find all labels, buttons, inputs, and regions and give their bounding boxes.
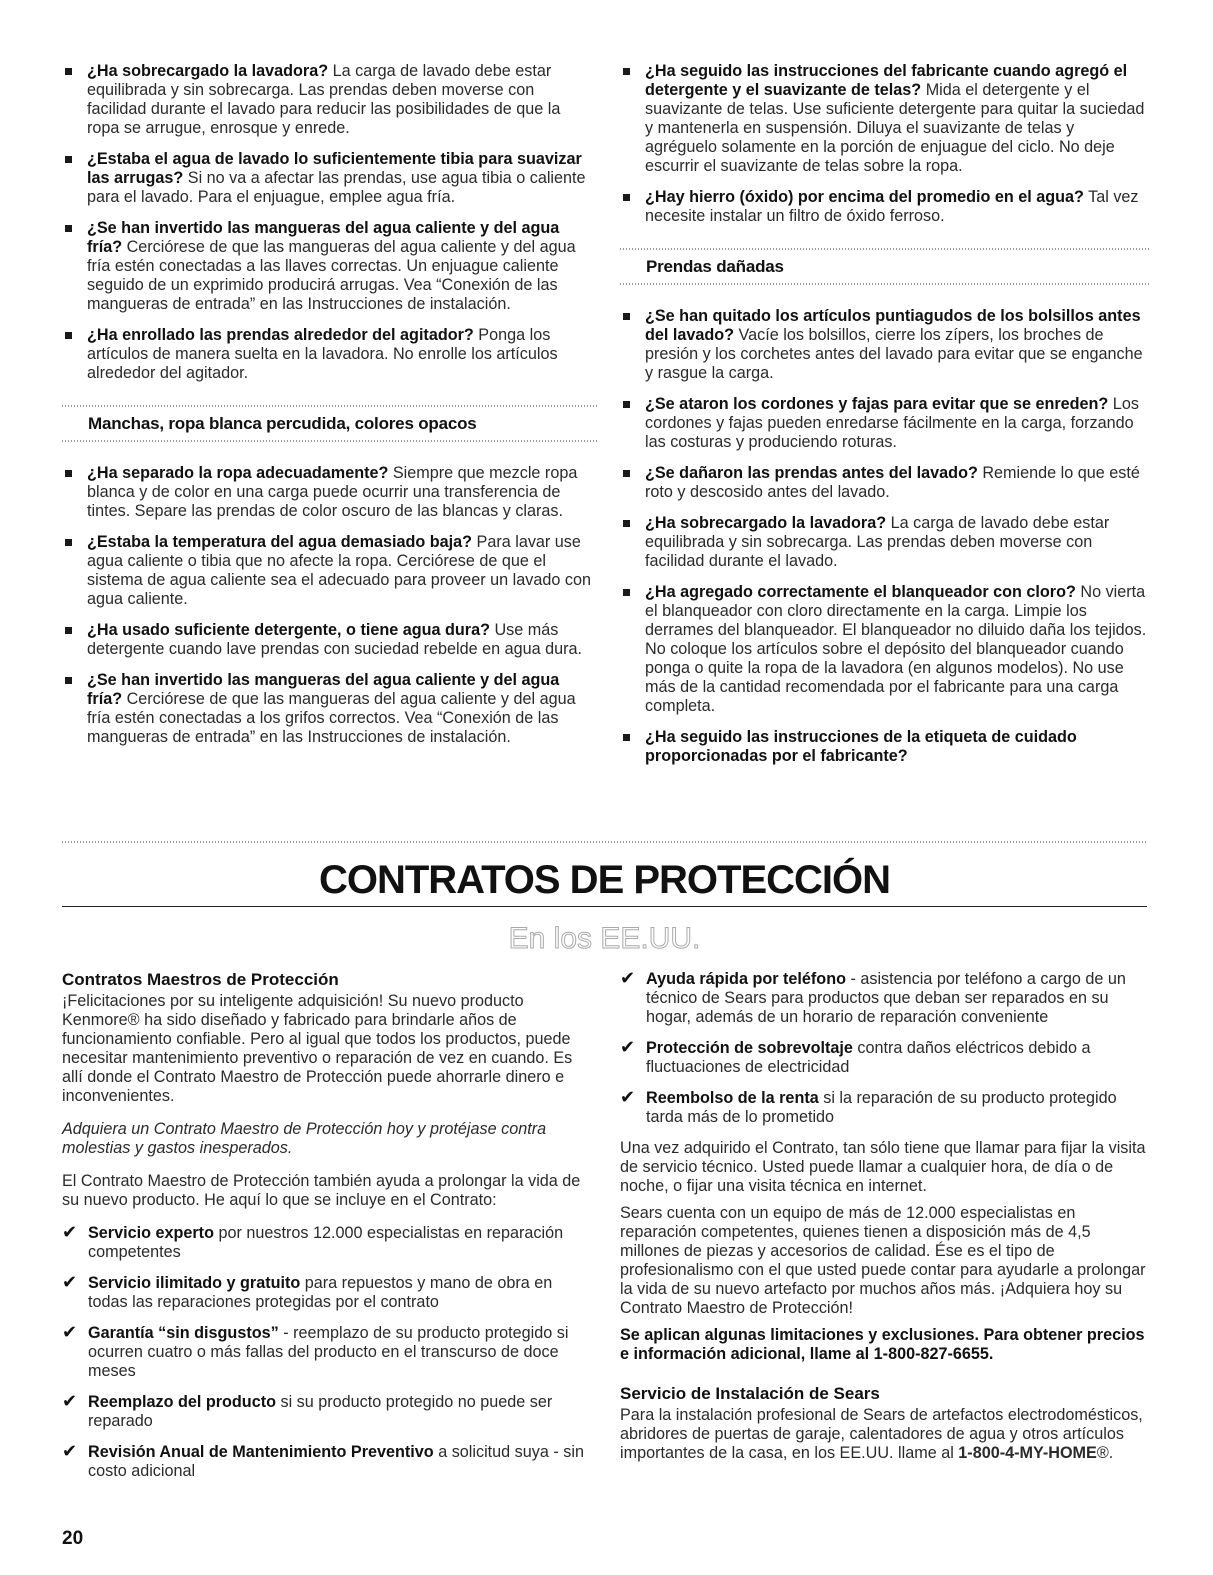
square-bullet-icon [65,156,72,163]
bullet-item: ¿Ha seguido las instrucciones del fabricante cuando agregó el detergente y el suavizante de telas? Mida el detergente y el suavizante de telas. Use suficiente detergente para quitar la suciedad y mantenerla en suspensión. Diluya el suavizante de telas y agréguelo solamente en la porción de enjuague del ciclo. No deje escurrir el suavizante de telas sobre la ropa. [620,62,1150,176]
region-label: En los EE.UU. [508,922,701,955]
bullet-item: ¿Se han invertido las mangueras del agua caliente y del agua fría? Cerciórese de que las mangueras del agua caliente y del agua fría estén conectadas a los grifos correctos. Vea “Conexión de las mangueras de entrada” en las Instrucciones de instalación. [62,671,597,747]
contracts-left-column [62,970,592,1493]
includes-paragraph: El Contrato Maestro de Protección también ayuda a prolongar la vida de su nuevo producto. He aquí lo que se incluye en el Contrato: [62,1172,581,1209]
troubleshooting-left-column [62,62,597,759]
bullet-item: ¿Se dañaron las prendas antes del lavado? Remiende lo que esté roto y descosido antes del lavado. [620,464,1150,502]
installation-heading: Servicio de Instalación de Sears [620,1384,880,1403]
square-bullet-icon [623,470,630,477]
title-rule [62,906,1147,907]
bullet-item: ¿Ha seguido las instrucciones de la etiqueta de cuidado proporcionadas por el fabricante? [620,728,1150,766]
check-mark-icon: ✔ [62,1441,78,1461]
square-bullet-icon [65,68,72,75]
check-mark-icon: ✔ [620,1087,636,1107]
section-heading-stains: Manchas, ropa blanca percudida, colores opacos [62,397,597,450]
bullet-item: ¿Estaba la temperatura del agua demasiado baja? Para lavar use agua caliente o tibia que no afecte la ropa. Cerciórese de que el sistema de agua caliente sea el adecuado para proveer un lavado con agua caliente. [62,533,597,609]
square-bullet-icon [65,225,72,232]
square-bullet-icon [65,539,72,546]
square-bullet-icon [65,332,72,339]
square-bullet-icon [65,677,72,684]
phone-number: 1-800-4-MY-HOME [958,1444,1097,1462]
check-mark-icon: ✔ [620,1037,636,1057]
check-mark-icon: ✔ [62,1222,78,1242]
check-item: ✔ Servicio experto por nuestros 12.000 especialistas en reparación competentes [62,1222,564,1261]
limitations-paragraph: Se aplican algunas limitaciones y exclusiones. Para obtener precios e información adicional, llame al 1-800-827-6655. [620,1326,1145,1363]
sears-team-paragraph: Sears cuenta con un equipo de más de 12.000 especialistas en reparación competentes, quienes tienen a disposición más de 4,5 millones de piezas y accesorios de calidad. Ése es el tipo de profesionalismo con el que usted puede contar para ayudarle a prolongar la vida de su nuevo artefacto por muchos años más. ¡Adquiera hoy su Contrato Maestro de Protección! [620,1204,1146,1317]
page-title: CONTRATOS DE PROTECCIÓN [318,858,891,902]
square-bullet-icon [623,68,630,75]
contracts-heading: Contratos Maestros de Protección [62,970,339,989]
check-mark-icon: ✔ [62,1322,78,1342]
bullet-item: ¿Se han quitado los artículos puntiagudos de los bolsillos antes del lavado? Vacíe los bolsillos, cierre los zípers, los broches de presión y los corchetes antes del lavado para evitar que se enganche y rasgue la carga. [620,307,1150,383]
square-bullet-icon [623,401,630,408]
bullet-item: ¿Estaba el agua de lavado lo suficientemente tibia para suavizar las arrugas? Si no va a afectar las prendas, use agua tibia o caliente para el lavado. Para el enjuague, emplee agua fría. [62,150,597,207]
page-number: 20 [62,1528,84,1549]
square-bullet-icon [623,194,630,201]
bullet-item: ¿Se ataron los cordones y fajas para evitar que se enreden? Los cordones y fajas pueden enredarse fácilmente en la carga, forzando las costuras y produciendo roturas. [620,395,1150,452]
dotted-divider [62,440,597,442]
dotted-divider [620,283,1150,285]
square-bullet-icon [623,313,630,320]
bullet-item: ¿Ha sobrecargado la lavadora? La carga de lavado debe estar equilibrada y sin sobrecarga. Las prendas deben moverse con facilidad durante el lavado para reducir las posibilidades de que la ropa se arrugue, enrosque y enrede. [62,62,597,138]
check-item: ✔ Servicio ilimitado y gratuito para repuestos y mano de obra en todas las reparaciones protegidas por el contrato [62,1272,553,1311]
check-item: ✔ Reembolso de la renta si la reparación de su producto protegido tarda más de lo prometido [620,1087,1117,1126]
check-item: ✔ Ayuda rápida por teléfono - asistencia por teléfono a cargo de un técnico de Sears para productos que deban ser reparados en su hogar, además de un horario de reparación conveniente [620,968,1126,1026]
square-bullet-icon [65,627,72,634]
square-bullet-icon [623,589,630,596]
contracts-right-column [620,970,1150,1477]
bullet-item: ¿Ha usado suficiente detergente, o tiene agua dura? Use más detergente cuando lave prendas con suciedad rebelde en agua dura. [62,621,597,659]
check-mark-icon: ✔ [62,1391,78,1411]
section-heading-damaged: Prendas dañadas [620,240,1150,293]
check-mark-icon: ✔ [620,968,636,988]
check-item: ✔ Protección de sobrevoltaje contra daños eléctricos debido a fluctuaciones de electricidad [620,1037,1091,1076]
bullet-item: ¿Hay hierro (óxido) por encima del promedio en el agua? Tal vez necesite instalar un filtro de óxido ferroso. [620,188,1150,226]
check-item: ✔ Revisión Anual de Mantenimiento Preventivo a solicitud suya - sin costo adicional [62,1441,584,1480]
square-bullet-icon [623,734,630,741]
contract-call-paragraph: Una vez adquirido el Contrato, tan sólo tiene que llamar para fijar la visita de servicio técnico. Usted puede llamar a cualquier hora, de día o de noche, o fijar una visita técnica en internet. [620,1139,1146,1195]
bullet-item: ¿Ha agregado correctamente el blanqueador con cloro? No vierta el blanqueador con cloro directamente en la carga. Limpie los derrames del blanqueador. El blanqueador no diluido daña los tejidos. No coloque los artículos sobre el depósito del blanqueador cuando ponga o quite la ropa de la lavadora (en algunos modelos). No use más de la cantidad recomendada por el fabricante para una carga completa. [620,583,1150,716]
installation-paragraph: Para la instalación profesional de Sears de artefactos electrodomésticos, abridores de puertas de garaje, calentadores de agua y otros artículos importantes de la casa, en los EE.UU. llame al 1-800-4-MY-HOME®. [620,1406,1143,1462]
intro-paragraph: ¡Felicitaciones por su inteligente adquisición! Su nuevo producto Kenmore® ha sido diseñado y fabricado para brindarle años de funcionamiento confiable. Pero al igual que todos los productos, puede necesitar mantenimiento preventivo o reparación de vez en cuando. Es allí donde el Contrato Maestro de Protección puede ahorrarle dinero e inconvenientes. [62,992,573,1105]
check-item: ✔ Garantía “sin disgustos” - reemplazo de su producto protegido si ocurren cuatro o más fallas del producto en el transcurso de doce meses [62,1322,569,1380]
bullet-item: ¿Ha separado la ropa adecuadamente? Siempre que mezcle ropa blanca y de color en una carga puede ocurrir una transferencia de tintes. Separe las prendas de color oscuro de las blancas y claras. [62,464,597,521]
dotted-section-divider [62,841,1147,843]
check-mark-icon: ✔ [62,1272,78,1292]
square-bullet-icon [623,520,630,527]
square-bullet-icon [65,470,72,477]
bullet-item: ¿Ha enrollado las prendas alrededor del agitador? Ponga los artículos de manera suelta en la lavadora. No enrolle los artículos alrededor del agitador. [62,326,597,383]
bullet-item: ¿Se han invertido las mangueras del agua caliente y del agua fría? Cerciórese de que las mangueras del agua caliente y del agua fría estén conectadas a las llaves correctas. Un enjuague caliente seguido de un exprimido producirá arrugas. Vea “Conexión de las mangueras de entrada” en las Instrucciones de instalación. [62,219,597,314]
bullet-item: ¿Ha sobrecargado la lavadora? La carga de lavado debe estar equilibrada y sin sobrecarga. Las prendas deben moverse con facilidad durante el lavado. [620,514,1150,571]
troubleshooting-right-column [620,62,1150,778]
check-item: ✔ Reemplazo del producto si su producto protegido no puede ser reparado [62,1391,553,1430]
italic-paragraph: Adquiera un Contrato Maestro de Protección hoy y protéjase contra molestias y gastos inesperados. [62,1120,547,1157]
